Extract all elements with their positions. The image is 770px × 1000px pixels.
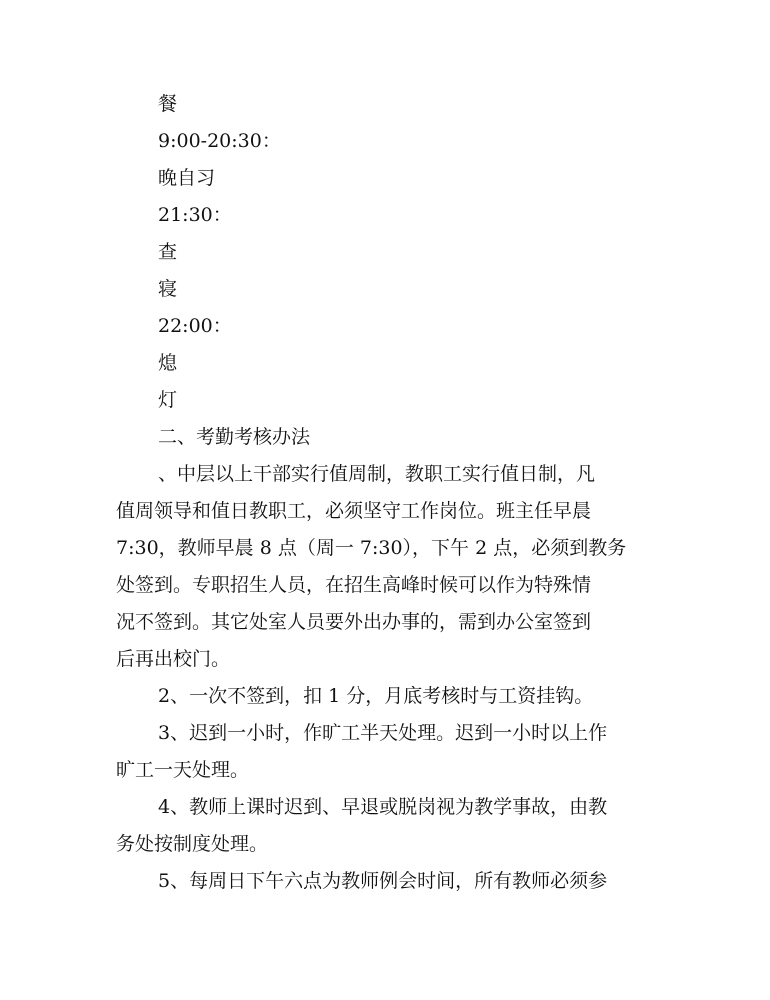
paragraph-line: 旷工一天处理。 — [116, 759, 250, 781]
schedule-line: 21:30： — [158, 204, 232, 226]
paragraph-line: 处签到。专职招生人员，在招生高峰时候可以作为特殊情 — [116, 574, 592, 596]
paragraph-line: 5、每周日下午六点为教师例会时间，所有教师必须参 — [158, 870, 608, 892]
schedule-line: 寝 — [158, 278, 178, 300]
schedule-line: 查 — [158, 241, 178, 263]
paragraph-line: 4、教师上课时迟到、早退或脱岗视为教学事故，由教 — [158, 796, 608, 818]
paragraph-line: 务处按制度处理。 — [116, 833, 269, 855]
paragraph-line: 值周领导和值日教职工，必须坚守工作岗位。班主任早晨 — [116, 500, 592, 522]
schedule-line: 晚自习 — [158, 167, 216, 189]
schedule-line: 餐 — [158, 93, 178, 115]
paragraph-line: 2、一次不签到，扣 1 分，月底考核时与工资挂钩。 — [158, 685, 594, 707]
paragraph-line: 3、迟到一小时，作旷工半天处理。迟到一小时以上作 — [158, 722, 608, 744]
schedule-line: 熄 — [158, 352, 178, 374]
schedule-line: 22:00： — [158, 315, 232, 337]
schedule-line: 9:00-20:30： — [158, 130, 281, 152]
section-heading: 二、考勤考核办法 — [158, 426, 311, 448]
schedule-line: 灯 — [158, 389, 178, 411]
paragraph-line: 7:30，教师早晨 8 点（周一 7:30），下午 2 点，必须到教务 — [116, 537, 627, 559]
paragraph-line: 后再出校门。 — [116, 648, 231, 670]
paragraph-line: 况不签到。其它处室人员要外出办事的，需到办公室签到 — [116, 611, 592, 633]
paragraph-line: 、中层以上干部实行值周制，教职工实行值日制，凡 — [158, 463, 596, 485]
